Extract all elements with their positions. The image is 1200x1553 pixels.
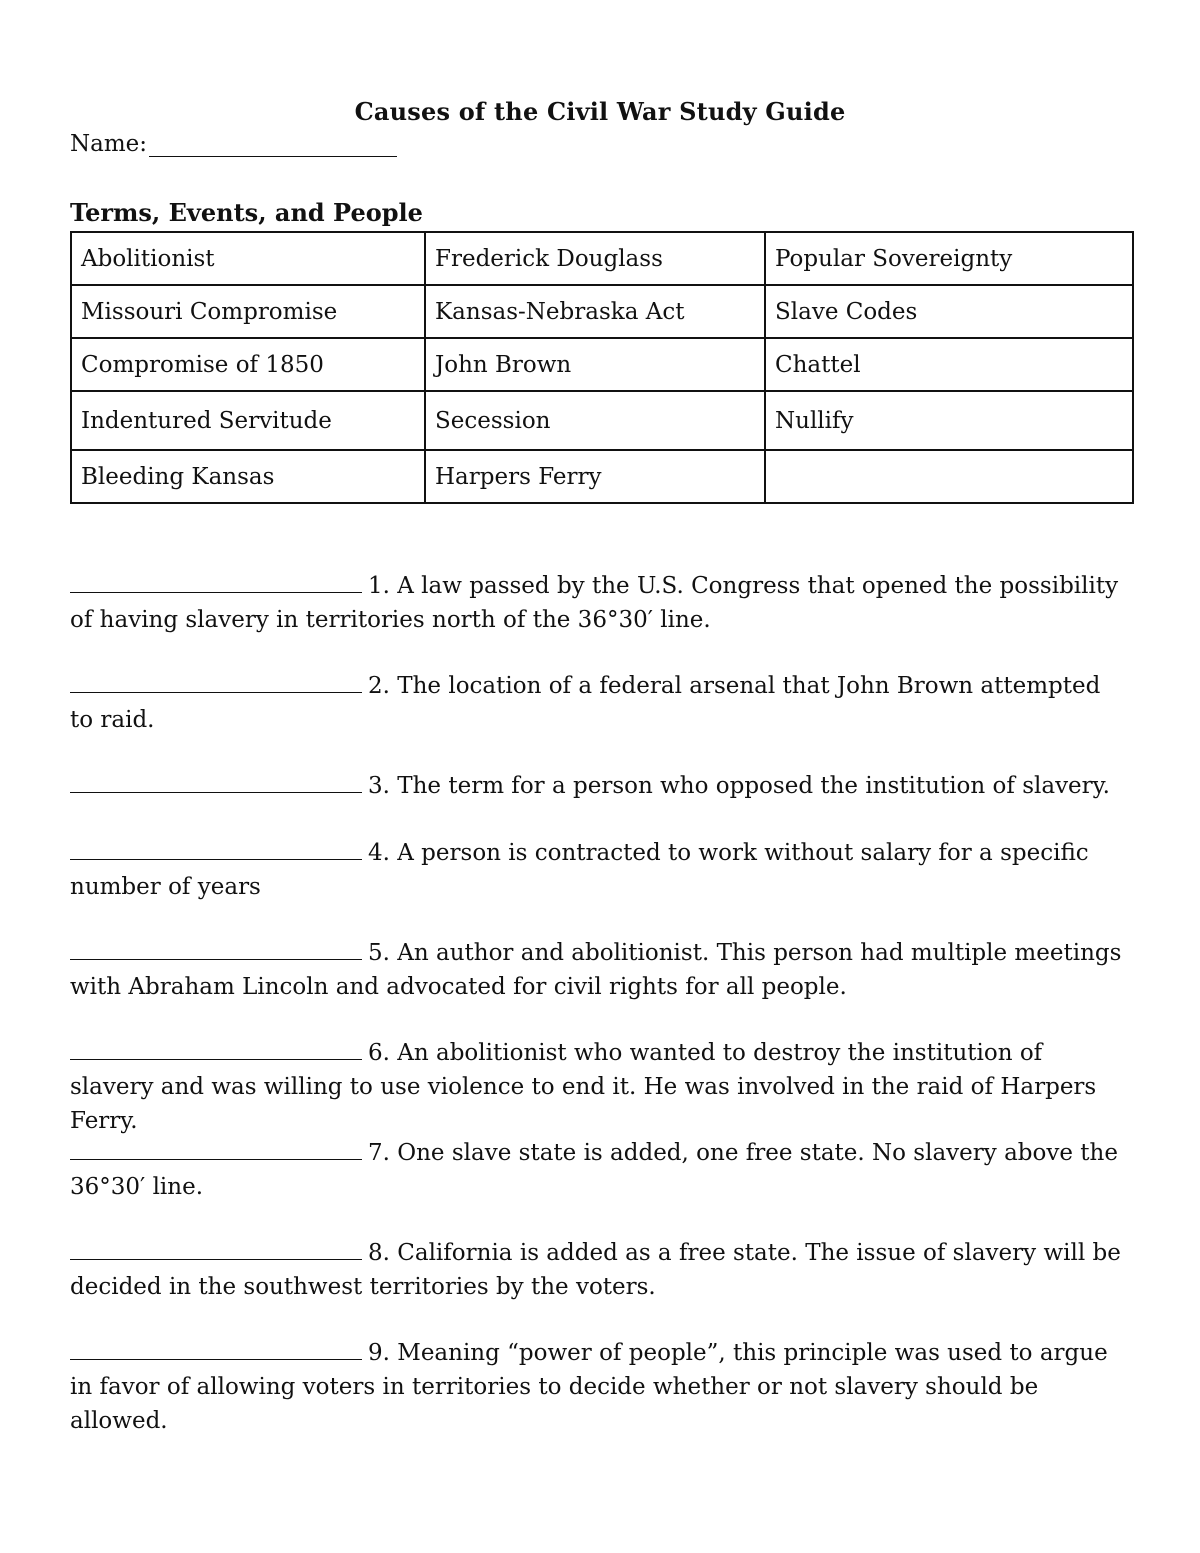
table-cell: Nullify: [765, 391, 1133, 450]
answer-blank[interactable]: [70, 770, 362, 793]
table-cell: Slave Codes: [765, 285, 1133, 338]
question-number: 7.: [368, 1140, 390, 1166]
question-number: 8.: [368, 1240, 390, 1266]
table-cell: Compromise of 1850: [71, 338, 425, 391]
table-row: [71, 285, 1133, 338]
question-item: [70, 1136, 1130, 1204]
question-text: An abolitionist who wanted to destroy the institution of slavery and was willing to use violence to end it. He was involved in the raid of Harpers Ferry.: [70, 1040, 1097, 1134]
answer-blank[interactable]: [70, 670, 362, 693]
question-text: The term for a person who opposed the institution of slavery.: [397, 773, 1110, 799]
question-item: [70, 936, 1130, 1004]
answer-blank[interactable]: [70, 837, 362, 860]
table-cell: Missouri Compromise: [71, 285, 425, 338]
question-item: [70, 569, 1130, 637]
table-cell: Kansas-Nebraska Act: [425, 285, 765, 338]
table-cell: Indentured Servitude: [71, 391, 425, 450]
name-label: Name:: [70, 131, 148, 157]
question-number: 2.: [368, 673, 390, 699]
question-text: An author and abolitionist. This person had multiple meetings with Abraham Lincoln and advocated for civil rights for all people.: [70, 940, 1122, 1000]
table-row: [71, 450, 1133, 503]
question-item: [70, 1236, 1130, 1304]
answer-blank[interactable]: [70, 1337, 362, 1360]
question-text: Meaning “power of people”, this principle was used to argue in favor of allowing voters in territories to decide whether or not slavery should be allowed.: [70, 1340, 1108, 1434]
name-blank-line: [149, 132, 397, 157]
answer-blank[interactable]: [70, 1237, 362, 1260]
question-number: 1.: [368, 573, 390, 599]
table-cell: John Brown: [425, 338, 765, 391]
question-item: [70, 769, 1130, 803]
table-cell: Secession: [425, 391, 765, 450]
table-row: [71, 232, 1133, 285]
table-cell: Bleeding Kansas: [71, 450, 425, 503]
page-title: Causes of the Civil War Study Guide: [354, 97, 846, 126]
table-cell: Popular Sovereignty: [765, 232, 1133, 285]
name-field-row: [70, 131, 397, 157]
table-row: [71, 391, 1133, 450]
table-row: [71, 338, 1133, 391]
question-number: 9.: [368, 1340, 390, 1366]
question-number: 4.: [368, 840, 390, 866]
question-text: The location of a federal arsenal that John Brown attempted to raid.: [70, 673, 1101, 733]
question-text: A person is contracted to work without salary for a specific number of years: [70, 840, 1089, 900]
question-text: One slave state is added, one free state. No slavery above the 36°30′ line.: [70, 1140, 1118, 1200]
table-cell: Chattel: [765, 338, 1133, 391]
table-cell: Frederick Douglass: [425, 232, 765, 285]
table-cell: Abolitionist: [71, 232, 425, 285]
section-heading: Terms, Events, and People: [70, 198, 423, 227]
question-item: [70, 836, 1130, 904]
question-item: [70, 1036, 1130, 1138]
question-text: A law passed by the U.S. Congress that opened the possibility of having slavery in territories north of the 36°30′ line.: [70, 573, 1119, 633]
question-number: 6.: [368, 1040, 390, 1066]
question-item: [70, 1336, 1130, 1438]
answer-blank[interactable]: [70, 1137, 362, 1160]
answer-blank[interactable]: [70, 570, 362, 593]
question-number: 5.: [368, 940, 390, 966]
question-number: 3.: [368, 773, 390, 799]
question-item: [70, 669, 1130, 737]
terms-table: [70, 231, 1134, 504]
table-cell: [765, 450, 1133, 503]
question-text: California is added as a free state. The issue of slavery will be decided in the southwest territories by the voters.: [70, 1240, 1121, 1300]
answer-blank[interactable]: [70, 937, 362, 960]
table-cell: Harpers Ferry: [425, 450, 765, 503]
answer-blank[interactable]: [70, 1037, 362, 1060]
